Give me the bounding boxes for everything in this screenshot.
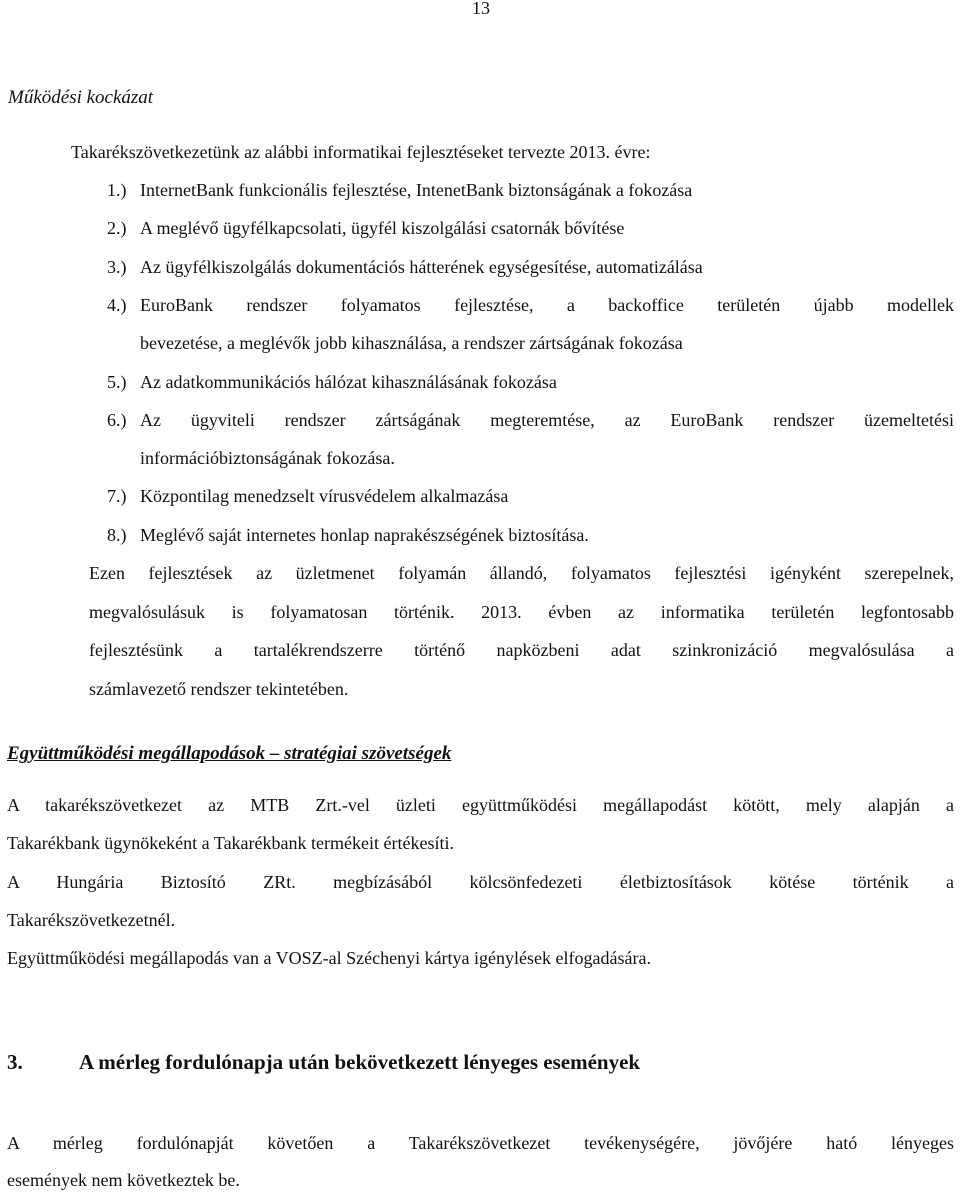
section-title-operational-risk: Működési kockázat (8, 87, 154, 108)
intro-text: Takarékszövetkezetünk az alábbi informatikai fejlesztéseket tervezte 2013. évre: (71, 142, 651, 162)
list-item-text: Az ügyfélkiszolgálás dokumentációs hátterének egységesítése, automatizálása (140, 257, 703, 277)
paragraph-line: Takarékbank ügynökeként a Takarékbank termékeit értékesíti. (7, 833, 454, 853)
list-item-number: 1.) (107, 180, 127, 200)
paragraph-line: számlavezető rendszer tekintetében. (89, 679, 349, 699)
list-item-text: Meglévő saját internetes honlap naprakészségének biztosítása. (140, 525, 589, 545)
section-number: 3. (7, 1050, 23, 1074)
paragraph-line: A Hungária Biztosító ZRt. megbízásából kölcsönfedezeti életbiztosítások kötése történik a (7, 872, 954, 892)
list-item-number: 5.) (107, 372, 127, 392)
list-item-text: EuroBank rendszer folyamatos fejlesztése, a backoffice területén újabb modellek (140, 295, 954, 315)
page-number: 13 (472, 0, 490, 18)
section-title-events: A mérleg fordulónapja után bekövetkezett lényeges események (79, 1050, 641, 1074)
list-item-text: InternetBank funkcionális fejlesztése, IntenetBank biztonságának a fokozása (140, 180, 693, 200)
list-item-text: Az ügyviteli rendszer zártságának megteremtése, az EuroBank rendszer üzemeltetési (140, 410, 954, 430)
paragraph-line: megvalósulásuk is folyamatosan történik. 2013. évben az informatika területén legfontosabb (89, 602, 954, 622)
paragraph-line: A mérleg fordulónapját követően a Takarékszövetkezet tevékenységére, jövőjére ható lényeges (7, 1133, 954, 1153)
list-item-number: 3.) (107, 257, 127, 277)
paragraph-line: Takarékszövetkezetnél. (7, 910, 176, 930)
paragraph-line: események nem következtek be. (7, 1170, 240, 1190)
paragraph-line: A takarékszövetkezet az MTB Zrt.-vel üzleti együttműködési megállapodást kötött, mely alapján a (7, 795, 954, 815)
list-item-number: 7.) (107, 486, 127, 506)
list-item-text: A meglévő ügyfélkapcsolati, ügyfél kiszolgálási csatornák bővítése (140, 218, 625, 238)
list-item-text: Központilag menedzselt vírusvédelem alkalmazása (140, 486, 509, 506)
section-title-cooperation: Együttműködési megállapodások – stratégiai szövetségek (7, 743, 452, 764)
list-item-number: 4.) (107, 295, 127, 315)
paragraph-line: Ezen fejlesztések az üzletmenet folyamán állandó, folyamatos fejlesztési igényként szerepelnek, (89, 563, 954, 583)
list-item-number: 2.) (107, 218, 127, 238)
paragraph-line: fejlesztésünk a tartalékrendszerre történő napközbeni adat szinkronizáció megvalósulása a (89, 640, 954, 660)
list-item-text-continued: bevezetése, a meglévők jobb kihasználása, a rendszer zártságának fokozása (140, 333, 683, 353)
list-item-number: 6.) (107, 410, 127, 430)
list-item-number: 8.) (107, 525, 127, 545)
list-item-text-continued: információbiztonságának fokozása. (140, 448, 395, 468)
list-item-text: Az adatkommunikációs hálózat kihasználásának fokozása (140, 372, 557, 392)
paragraph-line: Együttműködési megállapodás van a VOSZ-al Széchenyi kártya igénylések elfogadására. (7, 948, 651, 968)
